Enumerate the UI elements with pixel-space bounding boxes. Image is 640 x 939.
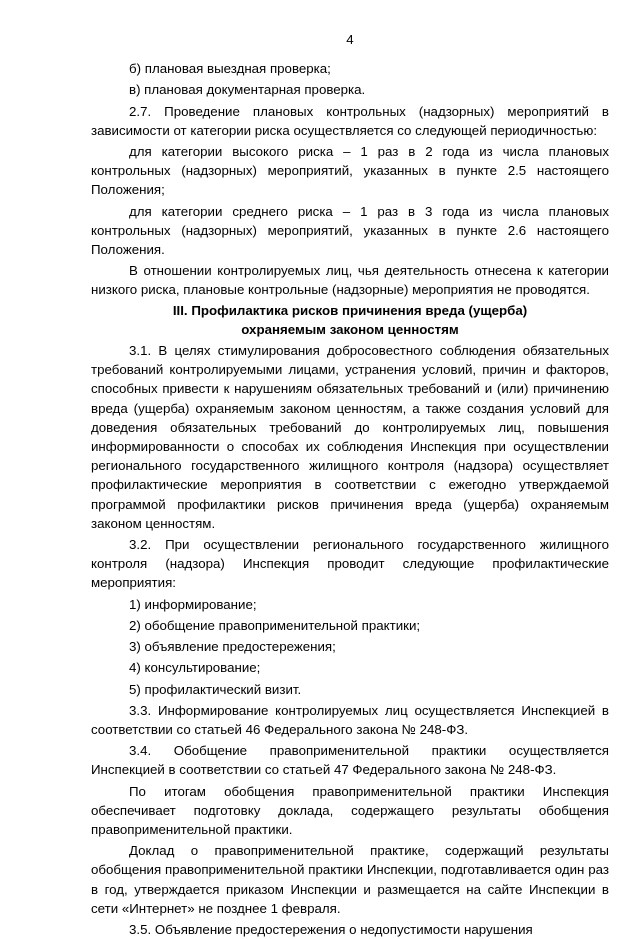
paragraph-item-v: в) плановая документарная проверка.: [129, 82, 366, 98]
paragraph-high-risk: для категории высокого риска – 1 раз в 2 года из числа плановых контрольных (надзорных) мероприятий, указанных в пункте 2.5 настоящего Положения;: [91, 144, 609, 198]
paragraph-3-5: 3.5. Объявление предостережения о недопустимости нарушения: [129, 921, 533, 937]
paragraph-report-preparation: По итогам обобщения правоприменительной практики Инспекция обеспечивает подготовку доклада, содержащего результаты обобщения правоприменительной практики.: [91, 783, 609, 837]
list-item-5: 5) профилактический визит.: [129, 681, 302, 697]
list-item-2: 2) обобщение правоприменительной практики;: [129, 617, 421, 633]
section-heading: [91, 301, 609, 339]
paragraph-item-b: б) плановая выездная проверка;: [129, 61, 331, 77]
paragraph-3-4: 3.4. Обобщение правоприменительной практики осуществляется Инспекцией в соответствии со статьей 47 Федерального закона № 248-ФЗ.: [91, 743, 609, 778]
paragraph-medium-risk: для категории среднего риска – 1 раз в 3 года из числа плановых контрольных (надзорных) мероприятий, указанных в пункте 2.6 настоящего Положения.: [91, 203, 609, 258]
paragraph-3-2: 3.2. При осуществлении регионального государственного жилищного контроля (надзора) Инспекция проводит следующие профилактические мероприятия:: [91, 537, 609, 591]
paragraph-3-1: 3.1. В целях стимулирования добросовестного соблюдения обязательных требований контролируемыми лицами, устранения условий, причин и факторов, способных привести к нарушениям обязательных требований и (или) причинению вреда (ущерба) охраняемым законом ценностям, а также создания условий для доведения обязательных требований до контролируемых лиц, повышения информированности о способах их соблюдения Инспекция при осуществлении регионального государственного жилищного контроля (надзора) осуществляет профилактические мероприятия в соответствии с ежегодно утверждаемой программой профилактики рисков причинения вреда (ущерба) охраняемым законом ценностям.: [91, 343, 609, 531]
section-heading-line-2: охраняемым законом ценностям: [241, 321, 459, 337]
page-number: 4: [346, 32, 354, 47]
paragraph-3-3: 3.3. Информирование контролируемых лиц осуществляется Инспекцией в соответствии со статьей 46 Федерального закона № 248-ФЗ.: [91, 702, 609, 737]
section-heading-line-1: III. Профилактика рисков причинения вреда (ущерба): [172, 302, 528, 318]
list-item-3: 3) объявление предостережения;: [129, 639, 336, 655]
paragraph-2-7: 2.7. Проведение плановых контрольных (надзорных) мероприятий в зависимости от категории риска осуществляется со следующей периодичностью:: [91, 103, 609, 138]
paragraph-report-publication: Доклад о правоприменительной практике, содержащий результаты обобщения правоприменительной практики Инспекции, подготавливается один раз в год, утверждается приказом Инспекции и размещается на сайте Инспекции в сети «Интернет» не позднее 1 февраля.: [91, 843, 609, 916]
list-item-4: 4) консультирование;: [129, 660, 261, 676]
list-item-1: 1) информирование;: [129, 596, 257, 612]
paragraph-low-risk: В отношении контролируемых лиц, чья деятельность отнесена к категории низкого риска, плановые контрольные (надзорные) мероприятия не проводятся.: [91, 263, 609, 298]
document-page: [91, 30, 609, 939]
